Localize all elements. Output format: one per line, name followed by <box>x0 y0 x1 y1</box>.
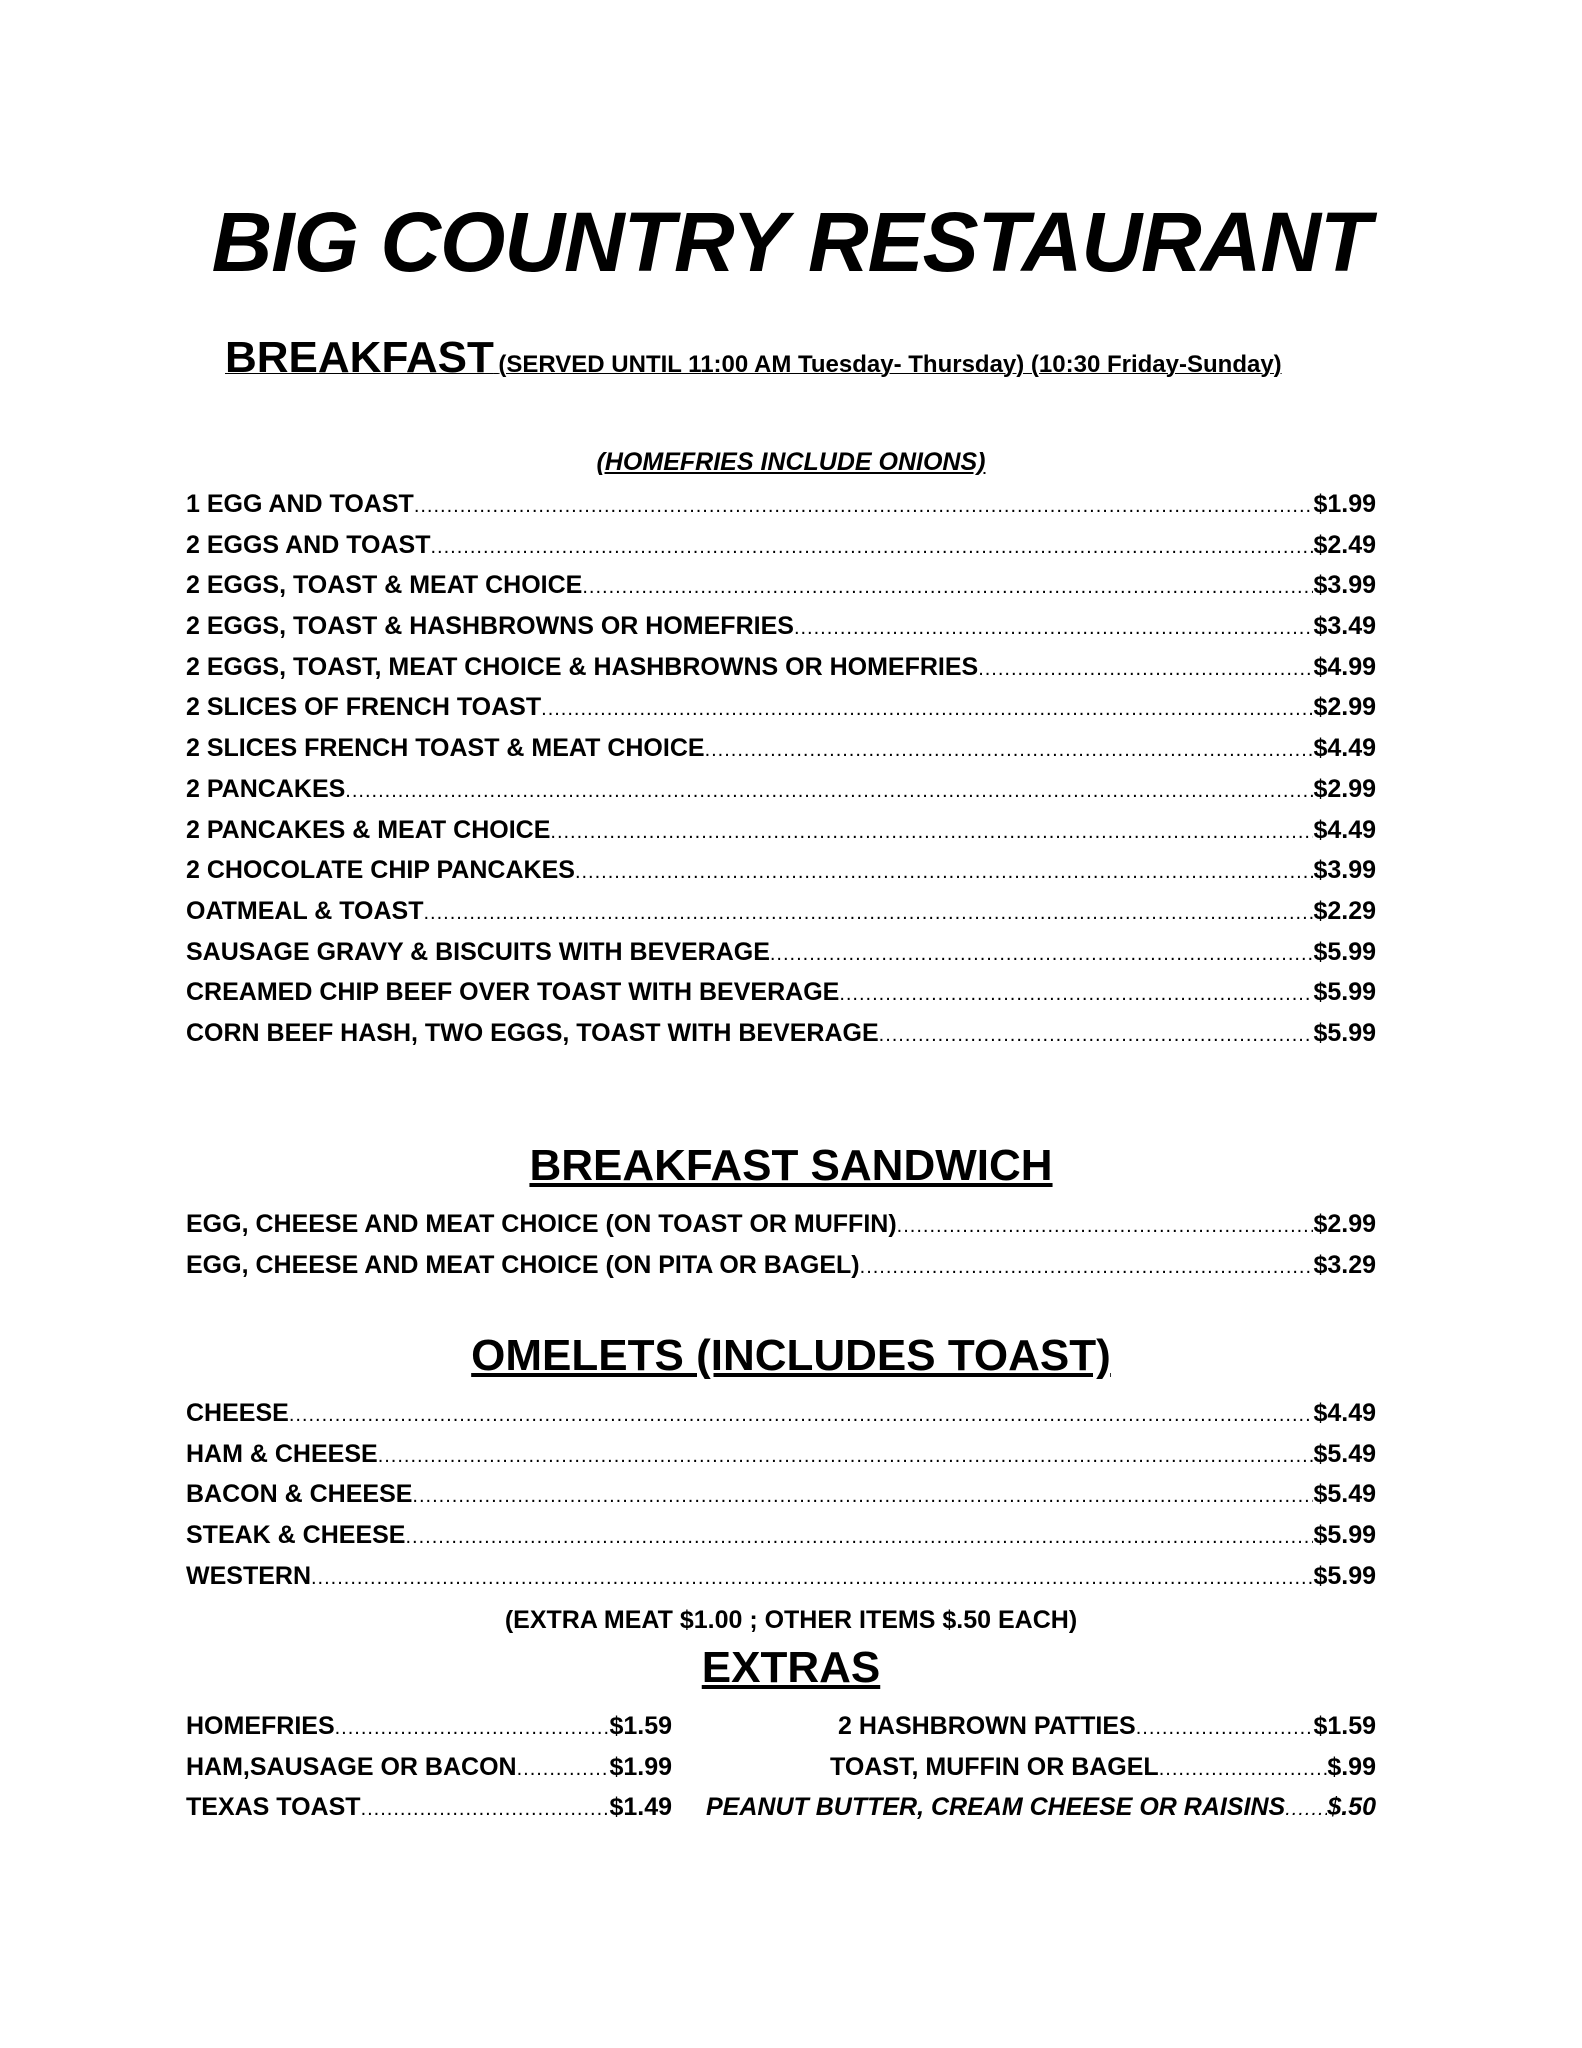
item-price: $2.49 <box>1313 530 1376 559</box>
item-name: TOAST, MUFFIN OR BAGEL <box>830 1752 1159 1781</box>
menu-item <box>186 565 1376 606</box>
item-price: $5.99 <box>1313 978 1376 1007</box>
item-price: $1.59 <box>609 1712 672 1740</box>
item-price: $5.99 <box>1313 1018 1376 1047</box>
menu-item <box>706 1787 1376 1828</box>
item-price: $3.99 <box>1313 571 1376 600</box>
dot-leader <box>897 1206 1314 1245</box>
item-name: HAM,SAUSAGE OR BACON <box>186 1752 517 1781</box>
item-name: 2 PANCAKES & MEAT CHOICE <box>186 815 551 844</box>
dot-leader <box>414 486 1314 525</box>
menu-item <box>186 1393 1376 1434</box>
item-name: PEANUT BUTTER, CREAM CHEESE OR RAISINS <box>706 1793 1286 1822</box>
item-name: CORN BEEF HASH, TWO EGGS, TOAST WITH BEVERAGE <box>186 1018 879 1047</box>
dot-leader <box>335 1708 610 1747</box>
item-price: $2.99 <box>1313 774 1376 803</box>
menu-item <box>186 1474 1376 1515</box>
sandwich-heading: BREAKFAST SANDWICH <box>529 1141 1053 1190</box>
item-price: $4.49 <box>1313 1399 1376 1427</box>
menu-item <box>706 1747 1376 1788</box>
item-name: SAUSAGE GRAVY & BISCUITS WITH BEVERAGE <box>186 937 770 966</box>
item-price: $4.99 <box>1313 652 1376 681</box>
item-price: $5.99 <box>1313 937 1376 966</box>
dot-leader <box>424 893 1314 932</box>
item-price: $2.99 <box>1313 693 1376 722</box>
dot-leader <box>879 1015 1314 1054</box>
menu-item <box>186 769 1376 810</box>
dot-leader <box>541 689 1313 728</box>
item-name: 1 EGG AND TOAST <box>186 490 414 518</box>
item-name: 2 EGGS AND TOAST <box>186 530 431 559</box>
item-price: $4.49 <box>1313 815 1376 844</box>
menu-item <box>186 525 1376 566</box>
item-price: $2.99 <box>1313 1210 1376 1238</box>
item-price: $5.99 <box>1313 1521 1376 1550</box>
item-name: HAM & CHEESE <box>186 1439 378 1468</box>
omelets-list <box>186 1393 1376 1596</box>
dot-leader <box>839 974 1313 1013</box>
dot-leader <box>860 1247 1314 1286</box>
menu-item <box>186 728 1376 769</box>
dot-leader <box>550 812 1313 851</box>
item-name: STEAK & CHEESE <box>186 1521 406 1550</box>
sandwich-list <box>186 1204 1376 1285</box>
item-price: $3.29 <box>1313 1250 1376 1279</box>
dot-leader <box>705 730 1314 769</box>
dot-leader <box>1159 1749 1328 1788</box>
extras-left-list <box>186 1706 672 1828</box>
menu-item <box>186 687 1376 728</box>
menu-item <box>186 810 1376 851</box>
menu-item <box>186 1706 672 1747</box>
item-price: $3.99 <box>1313 856 1376 885</box>
dot-leader <box>311 1558 1313 1597</box>
dot-leader <box>361 1789 610 1828</box>
dot-leader <box>1136 1708 1314 1747</box>
menu-item <box>186 1515 1376 1556</box>
menu-item <box>186 647 1376 688</box>
menu-item <box>186 972 1376 1013</box>
item-price: $5.49 <box>1313 1439 1376 1468</box>
item-name: 2 CHOCOLATE CHIP PANCAKES <box>186 856 575 885</box>
item-name: WESTERN <box>186 1561 311 1590</box>
item-price: $.99 <box>1327 1752 1376 1781</box>
dot-leader <box>517 1749 610 1788</box>
omelet-extras-note: (EXTRA MEAT $1.00 ; OTHER ITEMS $.50 EACH) <box>504 1606 1078 1634</box>
item-name: EGG, CHEESE AND MEAT CHOICE (ON TOAST OR MUFFIN) <box>186 1210 897 1238</box>
item-price: $1.49 <box>609 1793 672 1822</box>
dot-leader <box>770 934 1314 973</box>
breakfast-hours: (SERVED UNTIL 11:00 AM Tuesday- Thursday) (10:30 Friday-Sunday) <box>498 351 1282 378</box>
item-name: BACON & CHEESE <box>186 1480 413 1509</box>
dot-leader <box>412 1476 1313 1515</box>
menu-item <box>186 932 1376 973</box>
restaurant-title: BIG COUNTRY RESTAURANT <box>211 195 1371 289</box>
menu-item <box>186 850 1376 891</box>
item-name: 2 HASHBROWN PATTIES <box>838 1712 1136 1740</box>
menu-item <box>186 1245 1376 1286</box>
item-name: TEXAS TOAST <box>186 1793 361 1822</box>
item-name: OATMEAL & TOAST <box>186 896 424 925</box>
item-price: $1.99 <box>609 1752 672 1781</box>
item-name: 2 SLICES FRENCH TOAST & MEAT CHOICE <box>186 734 705 763</box>
item-price: $1.99 <box>1313 490 1376 518</box>
homefries-note: (HOMEFRIES INCLUDE ONIONS) <box>596 448 986 476</box>
item-price: $1.59 <box>1313 1712 1376 1740</box>
menu-item <box>186 484 1376 525</box>
item-name: EGG, CHEESE AND MEAT CHOICE (ON PITA OR BAGEL) <box>186 1250 860 1279</box>
item-price: $3.49 <box>1313 612 1376 641</box>
item-price: $4.49 <box>1313 734 1376 763</box>
menu-item <box>186 606 1376 647</box>
breakfast-heading-label: BREAKFAST <box>225 333 494 382</box>
item-name: CHEESE <box>186 1399 289 1427</box>
item-price: $.50 <box>1327 1793 1376 1822</box>
menu-item <box>706 1706 1376 1747</box>
menu-item <box>186 891 1376 932</box>
item-name: 2 EGGS, TOAST, MEAT CHOICE & HASHBROWNS OR HOMEFRIES <box>186 652 979 681</box>
menu-item <box>186 1747 672 1788</box>
dot-leader <box>575 852 1314 891</box>
dot-leader <box>794 608 1314 647</box>
dot-leader <box>978 649 1313 688</box>
breakfast-heading <box>225 330 1282 396</box>
menu-item <box>186 1434 1376 1475</box>
omelets-heading: OMELETS (INCLUDES TOAST) <box>471 1331 1111 1380</box>
extras-right-list <box>706 1706 1376 1828</box>
dot-leader <box>582 567 1313 606</box>
extras-heading: EXTRAS <box>701 1643 881 1692</box>
dot-leader <box>378 1436 1314 1475</box>
dot-leader <box>345 771 1313 810</box>
item-name: 2 SLICES OF FRENCH TOAST <box>186 693 542 722</box>
dot-leader <box>405 1517 1313 1556</box>
menu-item <box>186 1556 1376 1597</box>
menu-item <box>186 1787 672 1828</box>
dot-leader <box>430 527 1313 566</box>
item-name: 2 PANCAKES <box>186 774 346 803</box>
menu-item <box>186 1013 1376 1054</box>
item-price: $5.99 <box>1313 1561 1376 1590</box>
item-name: 2 EGGS, TOAST & MEAT CHOICE <box>186 571 583 600</box>
item-name: HOMEFRIES <box>186 1712 335 1740</box>
dot-leader <box>289 1395 1314 1434</box>
menu-item <box>186 1204 1376 1245</box>
breakfast-list <box>186 484 1376 1054</box>
item-price: $5.49 <box>1313 1480 1376 1509</box>
item-name: CREAMED CHIP BEEF OVER TOAST WITH BEVERAGE <box>186 978 840 1007</box>
dot-leader <box>1285 1789 1327 1828</box>
item-name: 2 EGGS, TOAST & HASHBROWNS OR HOMEFRIES <box>186 612 794 641</box>
item-price: $2.29 <box>1313 896 1376 925</box>
